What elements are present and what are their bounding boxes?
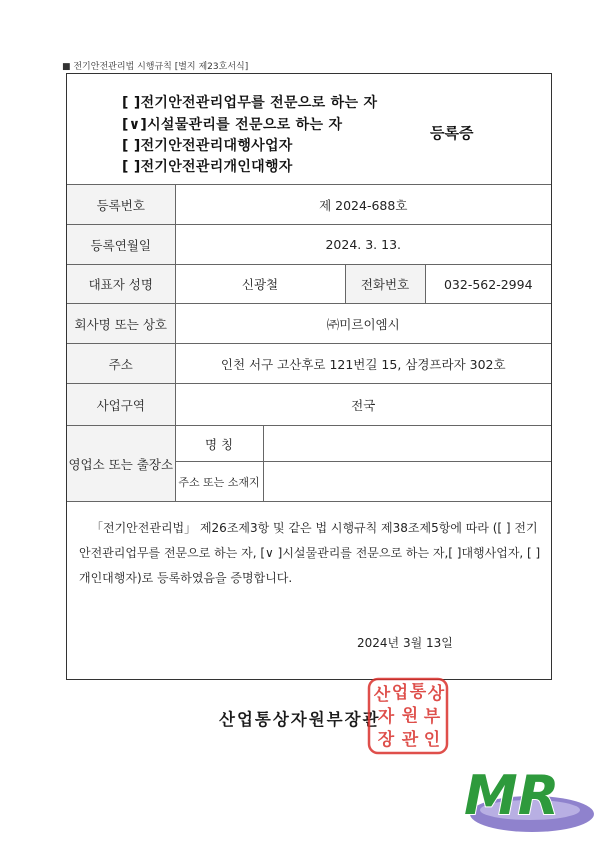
seal-char: 부 — [423, 707, 441, 727]
seal-char: 업 — [391, 683, 409, 703]
branch-label: 영업소 또는 출장소 — [67, 426, 175, 502]
reg-no-value: 제 2024-688호 — [175, 185, 551, 225]
option-individual-agent: [ ]전기안전관리개인대행자 — [122, 159, 293, 175]
table-row — [67, 384, 551, 426]
branch-name-value — [263, 426, 551, 462]
branch-address-label: 주소 또는 소재지 — [175, 462, 263, 502]
certificate-header — [67, 74, 551, 185]
table-row — [67, 185, 551, 225]
seal-char: 인 — [423, 730, 441, 750]
option-agency-business: [ ]전기안전관리대행사업자 — [122, 138, 293, 154]
issue-date: 2024년 3월 13일 — [357, 636, 453, 650]
address-label: 주소 — [67, 344, 175, 384]
seal-char: 통 — [409, 682, 427, 702]
reg-date-value: 2024. 3. 13. — [175, 225, 551, 265]
table-row — [67, 304, 551, 344]
area-label: 사업구역 — [67, 384, 175, 426]
certificate-frame — [66, 73, 552, 729]
reg-date-label: 등록연월일 — [67, 225, 175, 265]
mr-logo — [452, 752, 596, 842]
table-row — [67, 344, 551, 384]
company-value: ㈜미르이엠시 — [175, 304, 551, 344]
rep-label: 대표자 성명 — [67, 265, 175, 304]
seal-char: 상 — [427, 684, 445, 704]
seal-char: 관 — [401, 730, 419, 750]
rep-value: 신광철 — [175, 265, 345, 304]
table-row — [67, 225, 551, 265]
reg-no-label: 등록번호 — [67, 185, 175, 225]
seal-char: 산 — [373, 685, 391, 705]
registration-table — [67, 184, 551, 502]
address-value: 인천 서구 고산후로 121번길 15, 삼경프라자 302호 — [175, 344, 551, 384]
branch-name-label: 명 칭 — [175, 426, 263, 462]
phone-label: 전화번호 — [345, 265, 425, 304]
table-row — [67, 265, 551, 304]
document-title: 등록증 — [430, 124, 474, 142]
company-label: 회사명 또는 상호 — [67, 304, 175, 344]
area-value: 전국 — [175, 384, 551, 426]
certification-statement: 「전기안전관리법」 제26조제3항 및 같은 법 시행규칙 제38조제5항에 따라 ([ ] 전기안전관리업무를 전문으로 하는 자, [∨ ]시설물관리를 전문으로 하는 자,[ ]대행사업자, [ ]개인대행자)로 등록하였음을 증명합니다. — [79, 521, 541, 585]
option-safety-professional: [ ]전기안전관리업무를 전문으로 하는 자 — [122, 95, 378, 111]
seal-char: 장 — [377, 730, 395, 750]
logo-text: MR — [464, 764, 560, 827]
issuer-name: 산업통상자원부장관 — [219, 710, 381, 729]
seal-char: 원 — [401, 706, 419, 726]
form-label: ■ 전기안전관리법 시행규칙 [별지 제23호서식] — [62, 62, 249, 72]
seal-char: 자 — [377, 707, 395, 727]
option-facility-management: [∨]시설물관리를 전문으로 하는 자 — [122, 117, 343, 133]
branch-address-value — [263, 462, 551, 502]
official-seal — [366, 676, 450, 756]
phone-value: 032-562-2994 — [425, 265, 551, 304]
table-row — [67, 426, 551, 462]
